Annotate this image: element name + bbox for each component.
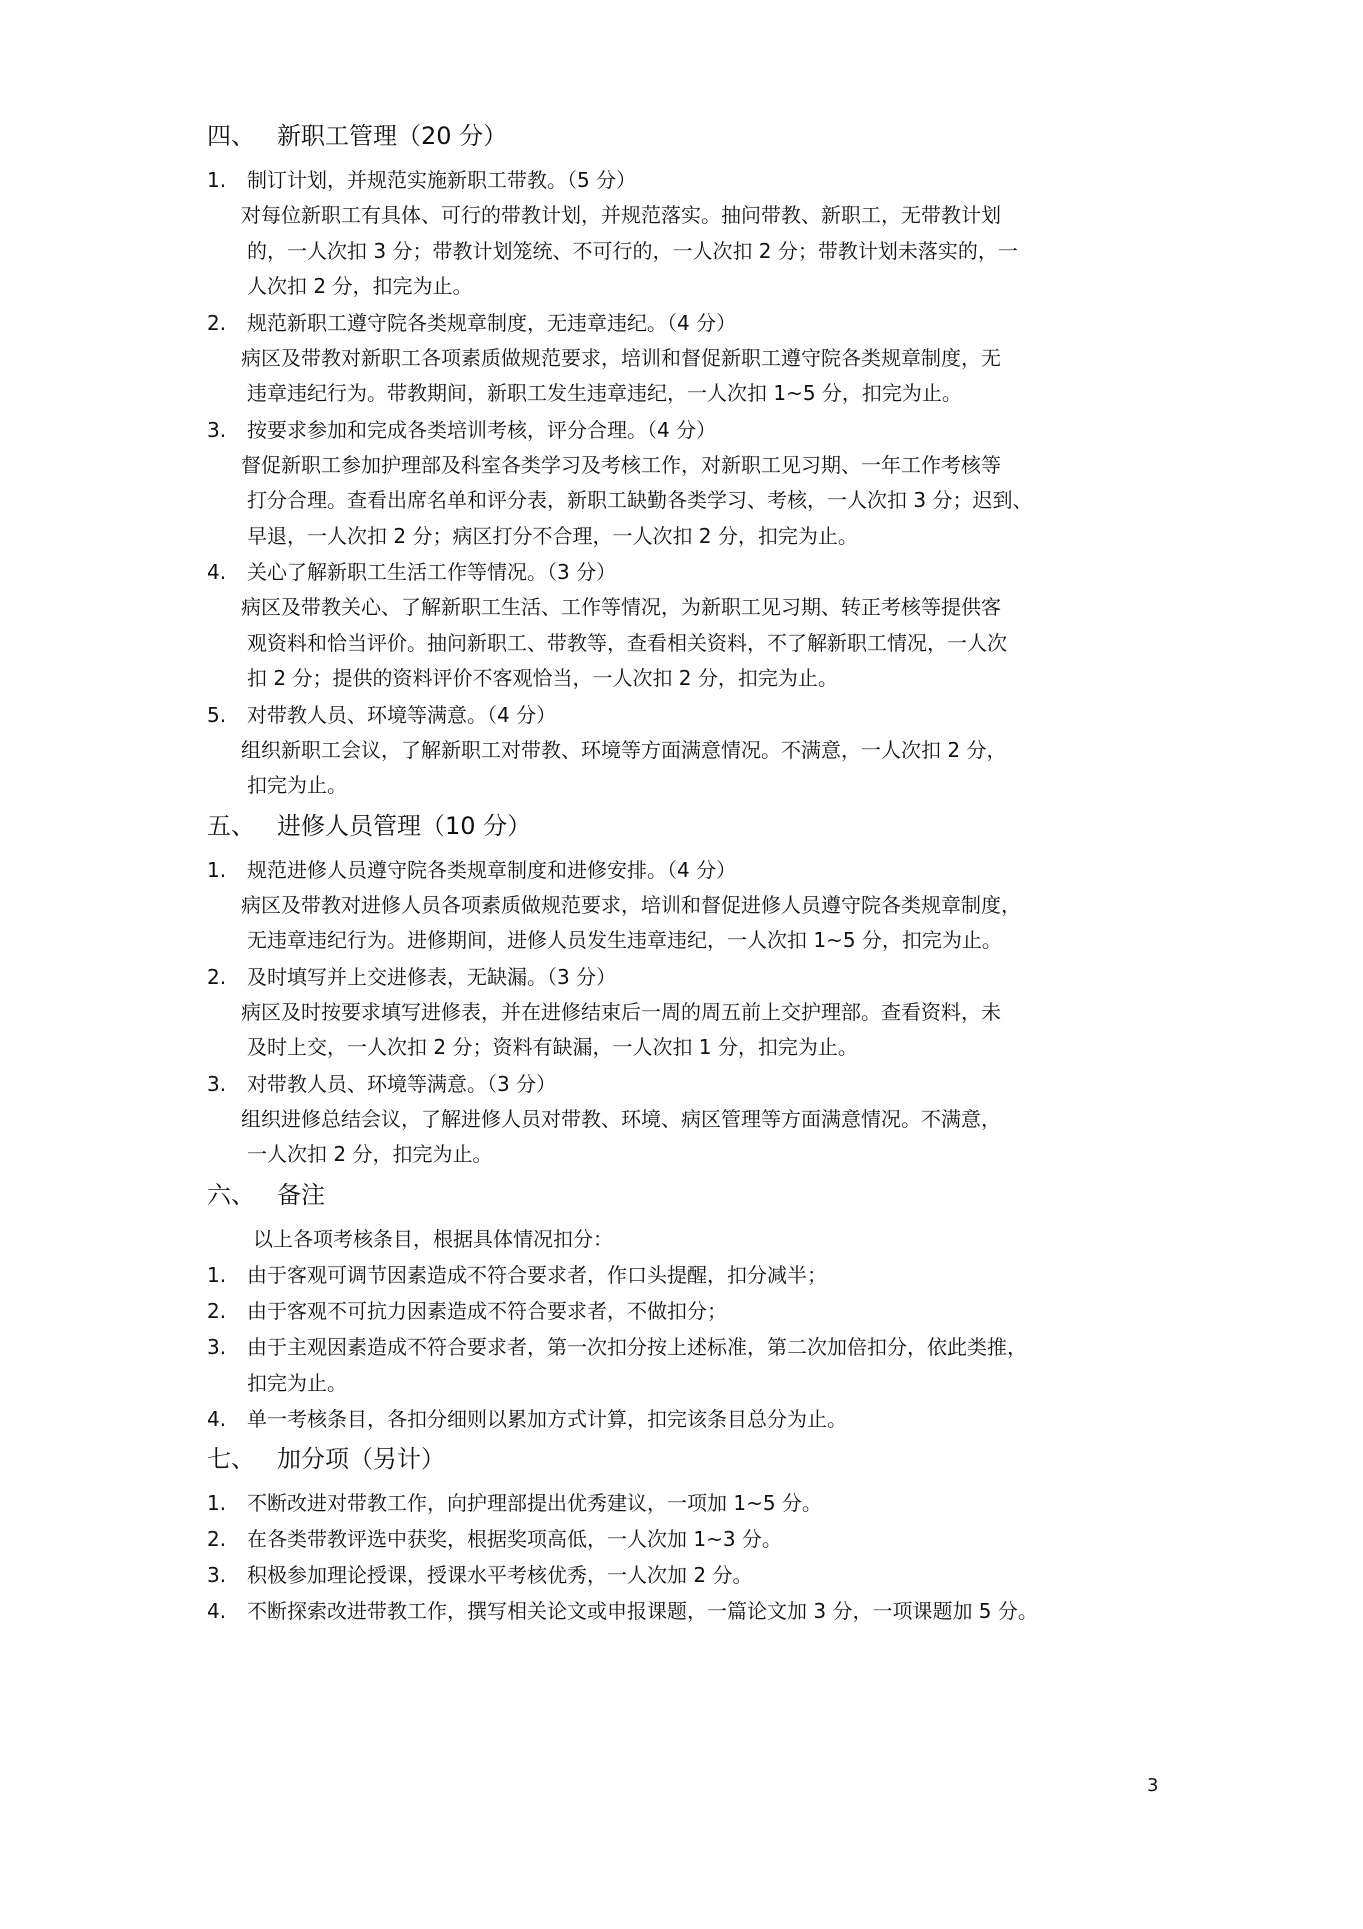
description-line: 组织进修总结会议，了解进修人员对带教、环境、病区管理等方面满意情况。不满意，: [241, 1106, 1001, 1131]
item-title: 及时填写并上交进修表，无缺漏。（3 分）: [247, 964, 617, 989]
description-line: 的，一人次扣 3 分；带教计划笼统、不可行的，一人次扣 2 分；带教计划未落实的，一: [247, 238, 1018, 263]
description-line: 病区及带教对新职工各项素质做规范要求，培训和督促新职工遵守院各类规章制度，无: [241, 345, 1001, 370]
list-item: [207, 959, 1192, 1066]
item-description: [241, 590, 1192, 697]
item-title: 制订计划，并规范实施新职工带教。（5 分）: [247, 168, 637, 192]
item-title: 规范新职工遵守院各类规章制度，无违章违纪。（4 分）: [247, 310, 737, 335]
item-title: 规范进修人员遵守院各类规章制度和进修安排。（4 分）: [247, 857, 737, 882]
section-heading: 加分项（另计）: [277, 1444, 445, 1473]
description-line: 对每位新职工有具体、可行的带教计划，并规范落实。抽问带教、新职工，无带教计划: [241, 203, 1001, 227]
item-description: [241, 1102, 1192, 1173]
page-number: 3: [1147, 1775, 1159, 1796]
item-description: [241, 995, 1192, 1066]
description-line: 督促新职工参加护理部及科室各类学习及考核工作，对新职工见习期、一年工作考核等: [241, 452, 1001, 477]
item-index: 4.: [207, 1598, 227, 1623]
section-title: [207, 118, 1192, 154]
item-index: 3.: [207, 1334, 227, 1359]
section-heading: 进修人员管理（10 分）: [277, 811, 532, 840]
section-number: 四、: [207, 122, 255, 150]
description-line: 一人次扣 2 分，扣完为止。: [247, 1142, 493, 1166]
item-heading: [207, 412, 1192, 448]
description-line: 人次扣 2 分，扣完为止。: [247, 274, 473, 298]
item-index: 2.: [207, 1526, 227, 1551]
item-index: 3.: [207, 1071, 227, 1096]
item-description: [241, 888, 1192, 959]
description-line: 扣 2 分；提供的资料评价不客观恰当，一人次扣 2 分，扣完为止。: [247, 666, 838, 690]
item-index: 3.: [207, 1562, 227, 1587]
description-line: 病区及带教关心、了解新职工生活、工作等情况，为新职工见习期、转正考核等提供客: [241, 595, 1001, 619]
note-line: 扣完为止。: [247, 1370, 347, 1395]
item-title: 对带教人员、环境等满意。（4 分）: [247, 702, 557, 727]
list-item: [207, 1521, 1192, 1557]
item-index: 1.: [207, 168, 227, 192]
description-line: 违章违纪行为。带教期间，新职工发生违章违纪，一人次扣 1~5 分，扣完为止。: [247, 381, 962, 405]
section-new-staff: [207, 118, 1192, 804]
section-notes: [207, 1177, 1192, 1437]
list-item: [207, 412, 1192, 555]
item-description: [241, 198, 1192, 305]
list-item: [207, 1257, 1192, 1293]
note-line: 由于客观不可抗力因素造成不符合要求者，不做扣分；: [247, 1298, 727, 1323]
item-index: 2.: [207, 964, 227, 989]
note-line: 单一考核条目，各扣分细则以累加方式计算，扣完该条目总分为止。: [247, 1406, 847, 1431]
item-index: 4.: [207, 560, 227, 584]
item-heading: [207, 852, 1192, 888]
section-number: 七、: [207, 1444, 255, 1473]
item-index: 5.: [207, 702, 227, 727]
description-line: 组织新职工会议，了解新职工对带教、环境等方面满意情况。不满意，一人次扣 2 分，: [241, 737, 1007, 762]
section-title: [207, 1441, 1192, 1477]
document-page: [207, 118, 1192, 1629]
notes-intro: 以上各项考核条目，根据具体情况扣分：: [253, 1226, 613, 1251]
item-index: 3.: [207, 417, 227, 442]
list-item: [207, 852, 1192, 959]
section-trainee-staff: [207, 808, 1192, 1173]
item-heading: [207, 305, 1192, 341]
item-heading: [207, 162, 1192, 198]
item-description: [241, 341, 1192, 412]
item-description: [241, 448, 1192, 555]
bonus-line: 不断改进对带教工作，向护理部提出优秀建议，一项加 1~5 分。: [247, 1490, 822, 1515]
item-heading: [207, 1066, 1192, 1102]
list-item: [207, 697, 1192, 804]
list-item: [207, 1557, 1192, 1593]
bonus-line: 在各类带教评选中获奖，根据奖项高低，一人次加 1~3 分。: [247, 1526, 782, 1551]
list-item: [207, 1329, 1192, 1401]
section-bonus: [207, 1441, 1192, 1629]
list-item: [207, 1485, 1192, 1521]
item-index: 4.: [207, 1406, 227, 1431]
description-line: 观资料和恰当评价。抽问新职工、带教等，查看相关资料，不了解新职工情况，一人次: [247, 630, 1007, 655]
item-description: [241, 733, 1192, 804]
section-title: [207, 808, 1192, 844]
item-index: 1.: [207, 1262, 227, 1287]
list-item: [207, 1593, 1192, 1629]
description-line: 早退，一人次扣 2 分；病区打分不合理，一人次扣 2 分，扣完为止。: [247, 523, 858, 548]
description-line: 打分合理。查看出席名单和评分表，新职工缺勤各类学习、考核，一人次扣 3 分；迟到、: [247, 488, 1033, 512]
list-item: [207, 1401, 1192, 1437]
bonus-line: 积极参加理论授课，授课水平考核优秀，一人次加 2 分。: [247, 1562, 753, 1587]
item-heading: [207, 554, 1192, 590]
item-title: 关心了解新职工生活工作等情况。（3 分）: [247, 560, 617, 584]
description-line: 扣完为止。: [247, 773, 347, 797]
item-index: 1.: [207, 857, 227, 882]
section-heading: 备注: [277, 1180, 325, 1209]
item-index: 2.: [207, 310, 227, 335]
item-heading: [207, 959, 1192, 995]
list-item: [207, 305, 1192, 412]
section-number: 六、: [207, 1180, 255, 1209]
list-item: [207, 162, 1192, 305]
note-line: 由于客观可调节因素造成不符合要求者，作口头提醒，扣分减半；: [247, 1262, 827, 1287]
item-title: 按要求参加和完成各类培训考核，评分合理。（4 分）: [247, 417, 717, 442]
item-title: 对带教人员、环境等满意。（3 分）: [247, 1071, 557, 1096]
list-item: [207, 554, 1192, 697]
item-index: 1.: [207, 1490, 227, 1515]
description-line: 病区及时按要求填写进修表，并在进修结束后一周的周五前上交护理部。查看资料，未: [241, 999, 1001, 1024]
list-item: [207, 1293, 1192, 1329]
bonus-line: 不断探索改进带教工作，撰写相关论文或申报课题，一篇论文加 3 分，一项课题加 5 分。: [247, 1598, 1038, 1623]
section-number: 五、: [207, 811, 255, 840]
section-heading: 新职工管理（20 分）: [277, 122, 508, 150]
description-line: 及时上交，一人次扣 2 分；资料有缺漏，一人次扣 1 分，扣完为止。: [247, 1035, 858, 1059]
description-line: 无违章违纪行为。进修期间，进修人员发生违章违纪，一人次扣 1~5 分，扣完为止。: [247, 928, 1002, 952]
description-line: 病区及带教对进修人员各项素质做规范要求，培训和督促进修人员遵守院各类规章制度，: [241, 892, 1021, 917]
item-index: 2.: [207, 1298, 227, 1323]
note-line: 由于主观因素造成不符合要求者，第一次扣分按上述标准，第二次加倍扣分，依此类推，: [247, 1334, 1027, 1359]
section-title: [207, 1177, 1192, 1213]
list-item: [207, 1066, 1192, 1173]
item-heading: [207, 697, 1192, 733]
